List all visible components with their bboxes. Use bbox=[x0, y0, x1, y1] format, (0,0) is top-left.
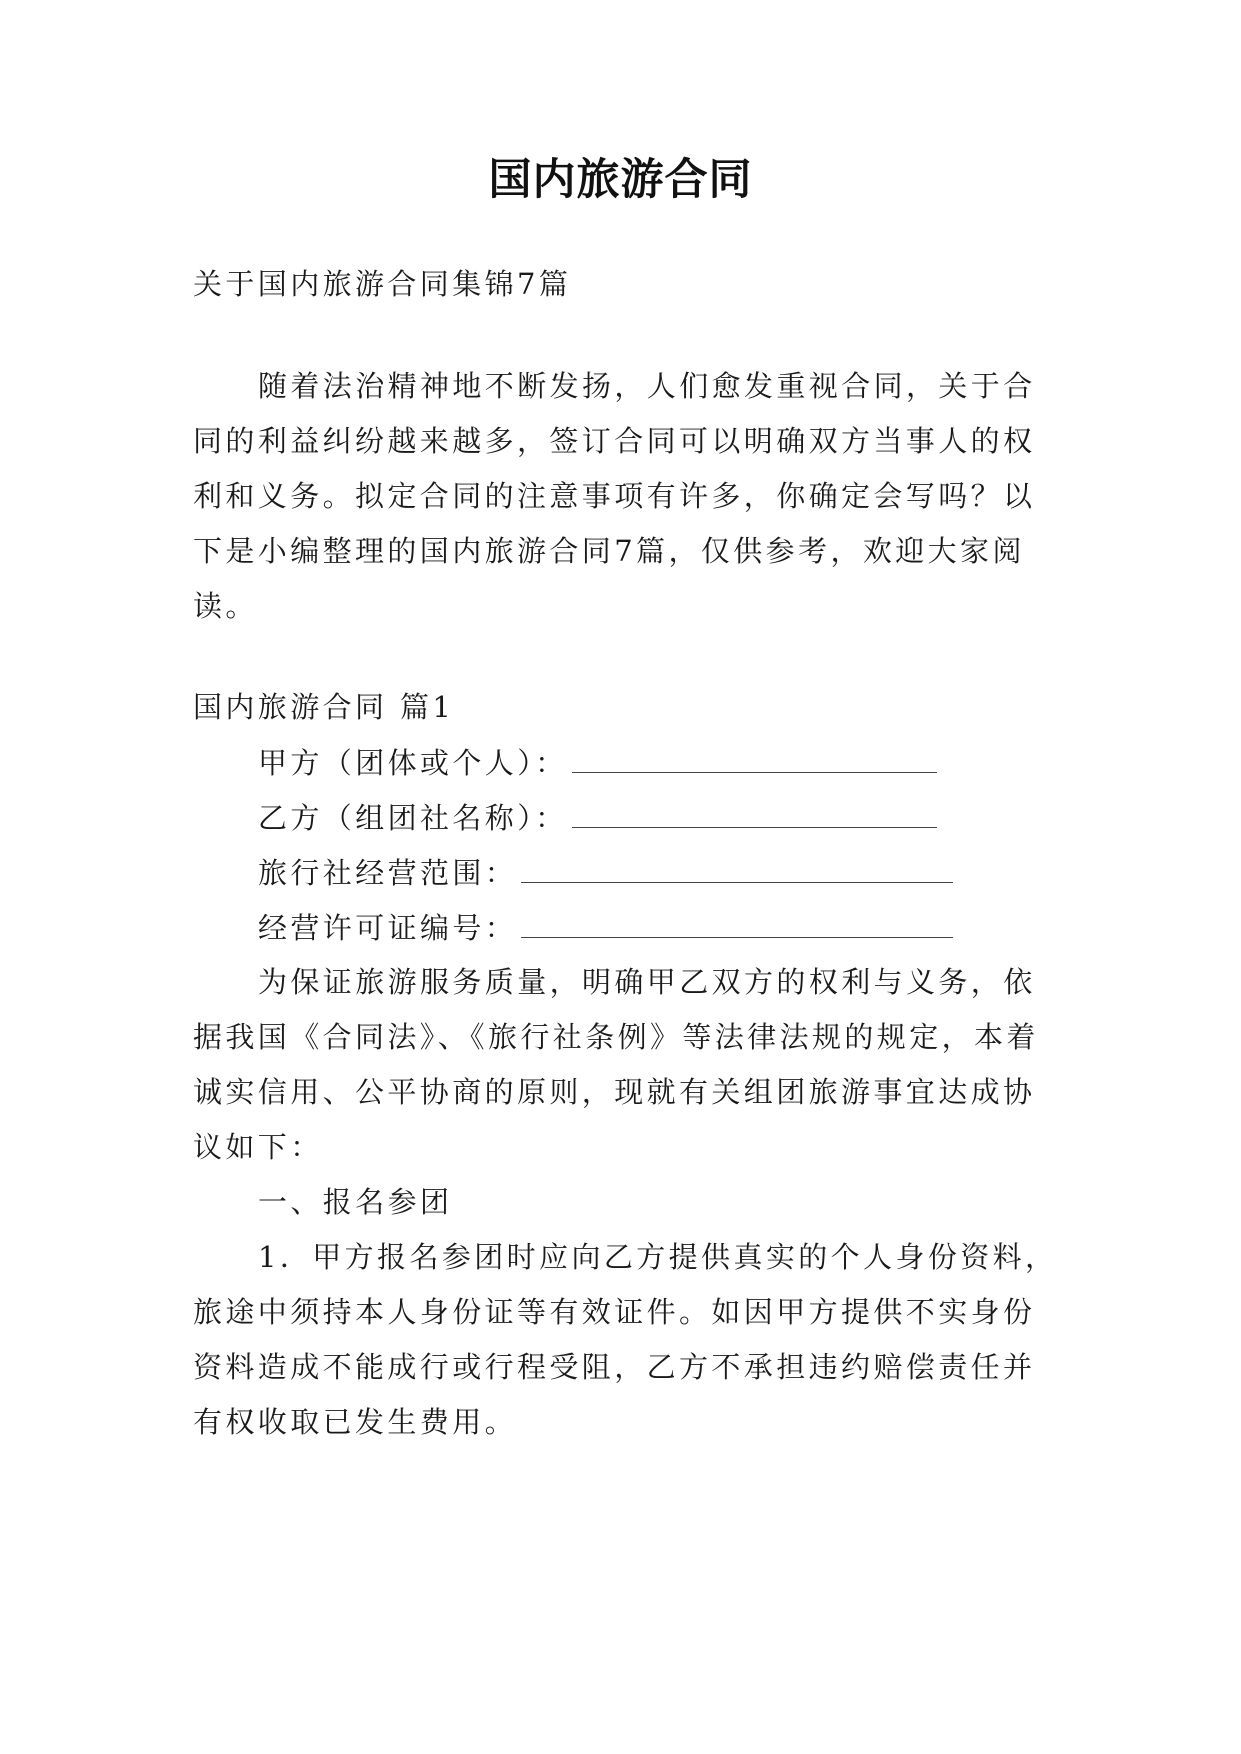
intro-line: 利和义务。拟定合同的注意事项有许多，你确定会写吗？以 bbox=[193, 479, 1036, 513]
scope-blank bbox=[521, 852, 953, 883]
party-b-label: 乙方（组团社名称）： bbox=[258, 801, 568, 835]
document-subtitle: 关于国内旅游合同集锦7篇 bbox=[193, 267, 572, 301]
party-a-field bbox=[258, 742, 937, 783]
clause-heading: 一、报名参团 bbox=[258, 1185, 453, 1219]
preamble-line: 为保证旅游服务质量，明确甲乙双方的权利与义务，依 bbox=[258, 965, 1036, 999]
clause-line: 资料造成不能成行或行程受阻，乙方不承担违约赔偿责任并 bbox=[193, 1350, 1036, 1384]
section-heading: 国内旅游合同 篇1 bbox=[193, 690, 455, 724]
preamble-line: 诚实信用、公平协商的原则，现就有关组团旅游事宜达成协 bbox=[193, 1075, 1036, 1109]
clause-line: 旅途中须持本人身份证等有效证件。如因甲方提供不实身份 bbox=[193, 1295, 1036, 1329]
license-field bbox=[258, 907, 953, 948]
party-b-blank bbox=[572, 797, 937, 828]
party-a-label: 甲方（团体或个人）： bbox=[258, 746, 568, 780]
license-blank bbox=[521, 907, 953, 938]
intro-line: 随着法治精神地不断发扬，人们愈发重视合同，关于合 bbox=[258, 369, 1036, 403]
preamble-line: 据我国《合同法》、《旅行社条例》等法律法规的规定，本着 bbox=[193, 1020, 1039, 1054]
party-a-blank bbox=[572, 742, 937, 773]
clause-line: 有权收取已发生费用。 bbox=[193, 1405, 518, 1439]
preamble-line: 议如下： bbox=[193, 1130, 323, 1164]
scope-label: 旅行社经营范围： bbox=[258, 856, 518, 890]
license-label: 经营许可证编号： bbox=[258, 911, 518, 945]
clause-line: 1．甲方报名参团时应向乙方提供真实的个人身份资料， bbox=[258, 1240, 1058, 1274]
document-title: 国内旅游合同 bbox=[488, 155, 753, 205]
intro-line: 同的利益纠纷越来越多，签订合同可以明确双方当事人的权 bbox=[193, 424, 1036, 458]
scope-field bbox=[258, 852, 953, 893]
intro-line: 下是小编整理的国内旅游合同7篇，仅供参考，欢迎大家阅 bbox=[193, 534, 1025, 568]
intro-line: 读。 bbox=[193, 589, 258, 623]
party-b-field bbox=[258, 797, 937, 838]
